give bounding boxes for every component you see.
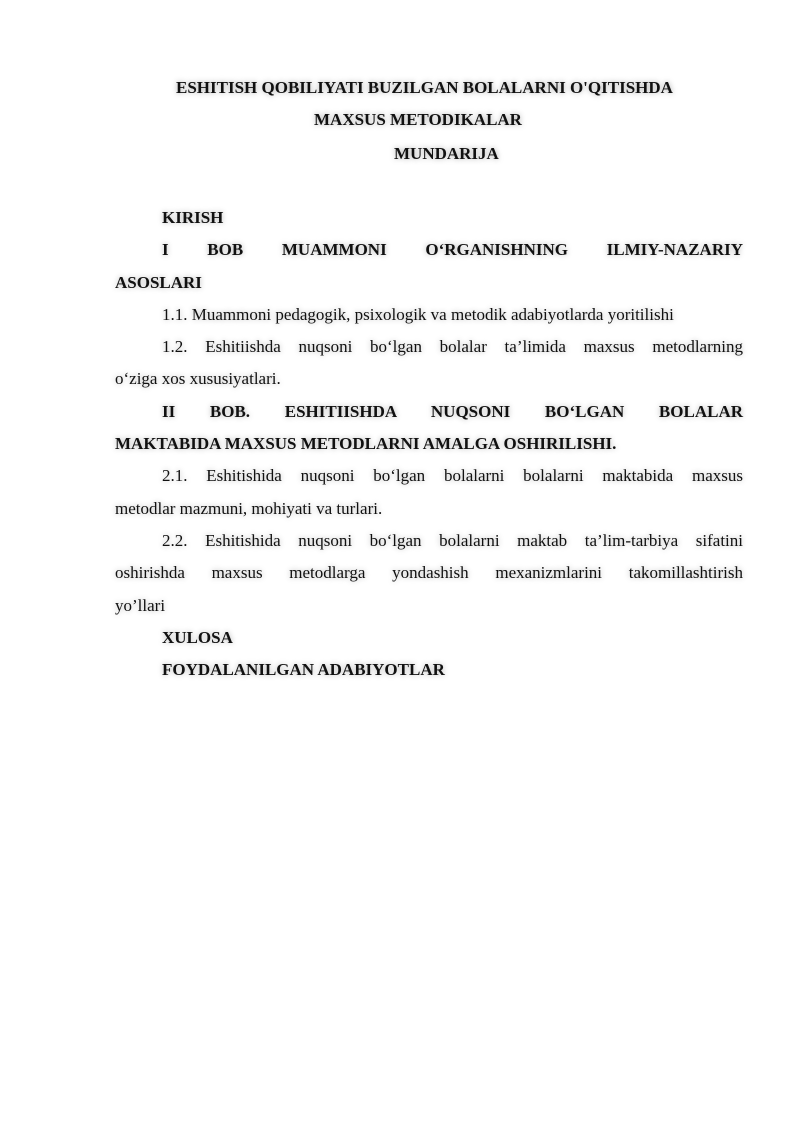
toc-section-2-2-line-3: yo’llari: [115, 595, 166, 615]
toc-chapter-2-line-1: II BOB. ESHITIISHDA NUQSONI BO‘LGAN BOLALAR: [162, 401, 743, 421]
table-of-contents: [115, 202, 743, 686]
document-title-line-1: ESHITISH QOBILIYATI BUZILGAN BOLALARNI O'QITISHDA: [176, 78, 673, 97]
toc-chapter-1-line-1: I BOB MUAMMONI O‘RGANISHNING ILMIY-NAZARIY: [162, 240, 743, 260]
toc-chapter-2-line-2: MAKTABIDA MAXSUS METODLARNI AMALGA OSHIRILISHI.: [115, 434, 617, 454]
toc-chapter-1-line-2: ASOSLARI: [115, 272, 202, 292]
toc-references: FOYDALANILGAN ADABIYOTLAR: [162, 660, 445, 680]
toc-section-1-2-line-2: o‘ziga xos xususiyatlari.: [115, 369, 281, 389]
toc-section-2-1-line-1: 2.1. Eshitishida nuqsoni bo‘lgan bolalarni bolalarni maktabida maxsus: [162, 466, 743, 486]
toc-section-2-2-line-2: oshirishda maxsus metodlarga yondashish mexanizmlarini takomillashtirish: [115, 563, 743, 583]
document-title-line-2: MAXSUS METODIKALAR: [314, 110, 522, 129]
contents-heading: MUNDARIJA: [394, 144, 499, 163]
toc-section-2-1-line-2: metodlar mazmuni, mohiyati va turlari.: [115, 498, 383, 518]
toc-intro: KIRISH: [162, 208, 224, 227]
toc-conclusion: XULOSA: [162, 627, 233, 647]
toc-section-1-2-line-1: 1.2. Eshitiishda nuqsoni bo‘lgan bolalar ta’limida maxsus metodlarning: [162, 337, 743, 357]
toc-section-1-1: 1.1. Muammoni pedagogik, psixologik va metodik adabiyotlarda yoritilishi: [162, 304, 674, 324]
toc-section-2-2-line-1: 2.2. Eshitishida nuqsoni bo‘lgan bolalarni maktab ta’lim-tarbiya sifatini: [162, 530, 743, 550]
